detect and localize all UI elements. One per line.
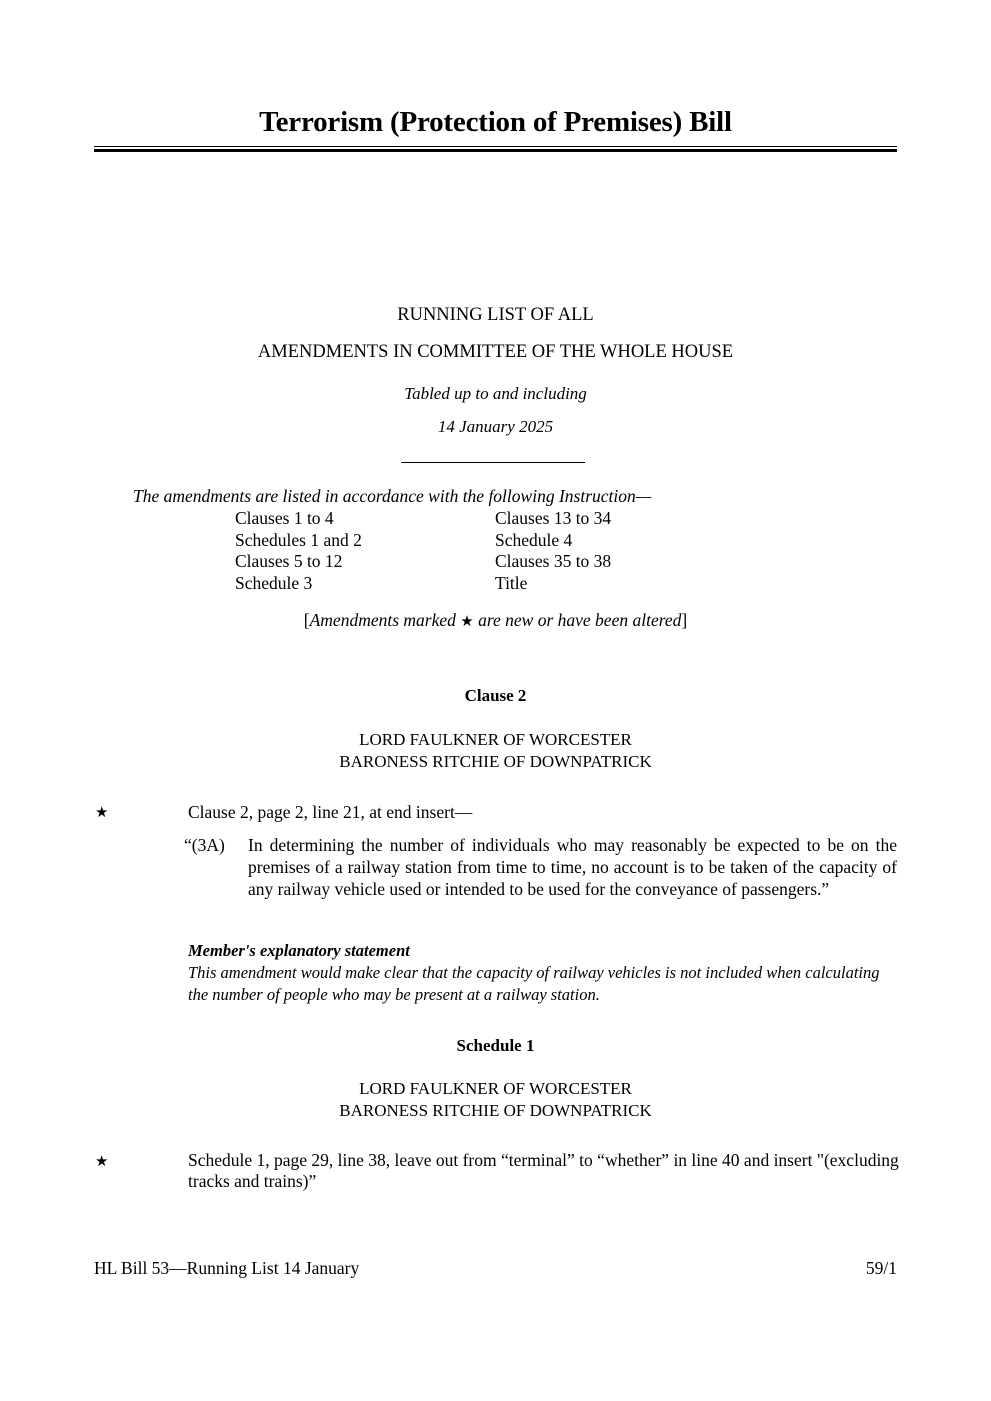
intro-divider: [401, 462, 585, 463]
sponsor-name: BARONESS RITCHIE OF DOWNPATRICK: [339, 1101, 652, 1120]
instruction-item: Schedules 1 and 2: [235, 529, 362, 550]
sponsor-list: [0, 729, 991, 773]
instruction-item: Clauses 5 to 12: [235, 551, 343, 572]
title-rule-thin: [94, 146, 897, 147]
tabled-date: 14 January 2025: [437, 417, 554, 436]
star-icon: ★: [95, 803, 109, 821]
explanatory-statement-text: This amendment would make clear that the capacity of railway vehicles is not included when calculating the number of people who may be present at a railway station.: [188, 963, 880, 1004]
altered-note: [Amendments marked ★ are new or have been altered]: [303, 610, 688, 630]
intro-line-2: AMENDMENTS IN COMMITTEE OF THE WHOLE HOUSE: [257, 342, 734, 362]
sponsor-name: BARONESS RITCHIE OF DOWNPATRICK: [339, 752, 652, 771]
instruction-item: Title: [495, 573, 528, 594]
instruction-item: Clauses 35 to 38: [495, 551, 612, 572]
amendment-instruction: Schedule 1, page 29, line 38, leave out from “terminal” to “whether” in line 40 and insert "(excluding tracks and trains)”: [188, 1150, 899, 1191]
bill-title: Terrorism (Protection of Premises) Bill: [259, 106, 732, 138]
instruction-column-2: [495, 508, 611, 595]
footer-page-number: 59/1: [865, 1258, 897, 1278]
instruction-item: Schedule 4: [495, 529, 573, 550]
sponsor-name: LORD FAULKNER OF WORCESTER: [359, 1079, 632, 1098]
explanatory-statement-heading: Member's explanatory statement: [188, 941, 410, 960]
intro-line-1: RUNNING LIST OF ALL: [397, 305, 594, 325]
section-heading: Schedule 1: [456, 1036, 535, 1055]
footer-bill-reference: HL Bill 53—Running List 14 January: [94, 1258, 360, 1278]
instruction-item: Schedule 3: [235, 573, 313, 594]
section-heading: Clause 2: [464, 686, 527, 705]
star-icon: ★: [460, 614, 474, 630]
sponsor-list: [0, 1078, 991, 1122]
instruction-text: The amendments are listed in accordance with the following Instruction—: [133, 486, 652, 506]
star-icon: ★: [95, 1152, 109, 1170]
title-rule-thick: [94, 149, 897, 152]
subsection-label: “(3A): [184, 835, 225, 855]
instruction-column-1: [235, 508, 362, 595]
inserted-subsection-text: In determining the number of individuals who may reasonably be expected to be on the premises of a railway station from time to time, no account is to be taken of the capacity of any railway vehicle used or intended to be used for the conveyance of passengers.”: [248, 835, 897, 899]
tabled-text: Tabled up to and including: [404, 384, 587, 403]
amendment-instruction: Clause 2, page 2, line 21, at end insert—: [188, 802, 473, 822]
instruction-item: Clauses 13 to 34: [495, 508, 612, 528]
instruction-item: Clauses 1 to 4: [235, 508, 334, 528]
sponsor-name: LORD FAULKNER OF WORCESTER: [359, 730, 632, 749]
